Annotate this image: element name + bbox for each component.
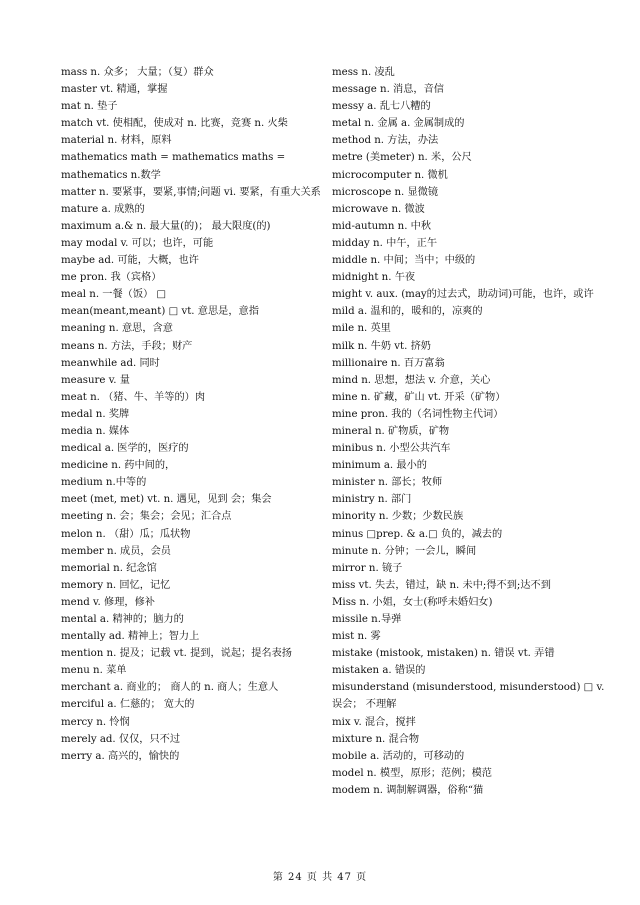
vocab-entry: mess n. 凌乱 (332, 67, 395, 78)
vocab-entry: me pron. 我（宾格） (61, 272, 162, 284)
vocab-entry: maybe ad. 可能，大概，也许 (61, 255, 199, 267)
vocab-entry: medium n.中等的 (61, 477, 147, 489)
vocab-entry: mixture n. 混合物 (332, 733, 420, 745)
vocab-entry: meeting n. 会；集会；会见；汇合点 (61, 511, 232, 523)
vocab-entry: media n. 媒体 (61, 425, 130, 437)
vocab-entry: maximum a.& n. 最大量(的)； 最大限度(的) (61, 220, 271, 232)
vocab-entry: mobile a. 活动的，可移动的 (332, 750, 465, 762)
vocab-entry: member n. 成员，会员 (61, 545, 171, 557)
vocab-entry: miss vt. 失去，错过，缺 n. 未中;得不到;达不到 (332, 579, 551, 591)
vocab-entry: mat n. 垫子 (61, 101, 118, 113)
vocab-entry: mentally ad. 精神上；智力上 (61, 631, 200, 643)
vocab-entry: mathematics math = mathematics maths = (61, 152, 286, 164)
vocab-entry: message n. 消息，音信 (332, 84, 444, 96)
vocab-entry: mercy n. 怜悯 (61, 716, 130, 728)
vocab-entry: mild a. 温和的，暖和的，凉爽的 (332, 306, 483, 318)
vocab-entry: metre (美meter) n. 米，公尺 (332, 152, 472, 164)
vocab-entry: messy a. 乱七八糟的 (332, 101, 431, 113)
vocab-entry: merely ad. 仅仅，只不过 (61, 733, 181, 745)
vocab-entry: model n. 模型，原形；范例；模范 (332, 767, 492, 779)
vocab-entry: minister n. 部长；牧师 (332, 477, 443, 489)
vocab-entry: means n. 方法，手段；财产 (61, 340, 193, 352)
vocab-entry: mist n. 雾 (332, 631, 381, 643)
vocab-entry: master vt. 精通，掌握 (61, 84, 168, 96)
vocab-entry: mirror n. 镜子 (332, 562, 403, 574)
vocab-entry: minority n. 少数；少数民族 (332, 511, 464, 523)
vocab-entry: mile n. 英里 (332, 323, 391, 335)
vocab-entry: merchant a. 商业的； 商人的 n. 商人；生意人 (61, 682, 279, 694)
vocab-entry: midday n. 中午，正午 (332, 237, 438, 249)
vocab-entry: ministry n. 部门 (332, 494, 412, 506)
vocab-entry: mental a. 精神的；脑力的 (61, 614, 184, 625)
page-footer: 第 24 页 共 47 页 (272, 872, 368, 883)
vocab-entry: medicine n. 药中间的， (61, 460, 176, 472)
vocab-entry: mine n. 矿藏，矿山 vt. 开采（矿物） (332, 391, 506, 403)
vocab-entry: midnight n. 午夜 (332, 272, 416, 284)
vocab-entry: mineral n. 矿物质，矿物 (332, 425, 450, 437)
vocab-entry: microcomputer n. 微机 (332, 169, 448, 181)
vocab-entry: melon n. （甜）瓜；瓜状物 (61, 528, 191, 540)
vocab-entry: medical a. 医学的，医疗的 (61, 443, 189, 455)
left-column (61, 64, 321, 765)
vocab-entry: mistake (mistook, mistaken) n. 错误 vt. 弄错 (332, 648, 555, 660)
vocab-entry: merciful a. 仁慈的； 宽大的 (61, 699, 195, 711)
vocab-entry: may modal v. 可以；也许，可能 (61, 237, 214, 249)
vocab-entry: microscope n. 显微镜 (332, 186, 439, 198)
vocab-entry: memorial n. 纪念馆 (61, 562, 157, 574)
vocab-entry: mind n. 思想，想法 v. 介意，关心 (332, 374, 491, 386)
vocab-entry: mathematics n.数学 (61, 169, 161, 181)
vocab-entry: microwave n. 微波 (332, 203, 425, 215)
vocab-entry: misunderstand (misunderstood, misunderstood) □ v. 误会； 不理解 (332, 682, 605, 711)
vocab-entry: modem n. 调制解调器，俗称“猫 (332, 784, 484, 796)
vocab-entry: menu n. 菜单 (61, 665, 127, 677)
vocab-entry: medal n. 奖牌 (61, 408, 130, 420)
vocab-entry: missile n.导弹 (332, 614, 402, 625)
vocab-entry: mistaken a. 错误的 (332, 665, 426, 677)
vocab-entry: millionaire n. 百万富翁 (332, 357, 445, 369)
vocab-entry: matter n. 要紧事，要紧,事情;问题 vi. 要紧，有重大关系 (61, 186, 321, 198)
vocab-entry: meal n. 一餐（饭） □ (61, 289, 167, 301)
vocab-entry: mend v. 修理，修补 (61, 596, 155, 608)
vocab-entry: meaning n. 意思，含意 (61, 323, 173, 335)
vocab-entry: mass n. 众多； 大量；（复）群众 (61, 67, 214, 78)
vocab-entry: merry a. 高兴的，愉快的 (61, 750, 180, 762)
vocab-entry: metal n. 金属 a. 金属制成的 (332, 118, 465, 130)
vocab-entry: middle n. 中间；当中；中级的 (332, 255, 476, 267)
vocab-entry: milk n. 牛奶 vt. 挤奶 (332, 340, 431, 352)
vocab-entry: mine pron. 我的（名词性物主代词） (332, 408, 504, 420)
right-column (332, 64, 610, 799)
vocab-entry: mature a. 成熟的 (61, 203, 145, 215)
vocab-entry: Miss n. 小姐，女士(称呼未婚妇女) (332, 596, 493, 608)
vocab-entry: mix v. 混合，搅拌 (332, 716, 416, 728)
vocab-entry: method n. 方法，办法 (332, 135, 439, 147)
vocab-entry: mid-autumn n. 中秋 (332, 220, 432, 232)
vocab-entry: minute n. 分钟；一会儿，瞬间 (332, 545, 477, 557)
vocab-entry: measure v. 量 (61, 374, 130, 386)
vocab-entry: match vt. 使相配，使成对 n. 比赛，竞赛 n. 火柴 (61, 118, 288, 130)
vocab-entry: mention n. 提及；记载 vt. 提到，说起；提名表扬 (61, 648, 292, 660)
vocab-entry: mean(meant,meant) □ vt. 意思是，意指 (61, 306, 259, 318)
vocab-entry: meat n. （猪、牛、羊等的）肉 (61, 391, 206, 403)
vocab-entry: minus □prep. & a.□ 负的，减去的 (332, 528, 503, 540)
vocab-entry: memory n. 回忆，记忆 (61, 579, 171, 591)
vocab-entry: minimum a. 最小的 (332, 460, 427, 472)
vocab-entry: might v. aux. (may的过去式，助动词)可能，也许，或许 (332, 289, 594, 301)
vocab-entry: material n. 材料，原料 (61, 135, 172, 147)
vocab-entry: minibus n. 小型公共汽车 (332, 443, 451, 455)
vocab-entry: meanwhile ad. 同时 (61, 357, 160, 369)
vocab-entry: meet (met, met) vt. n. 遇见，见到 会；集会 (61, 494, 272, 506)
